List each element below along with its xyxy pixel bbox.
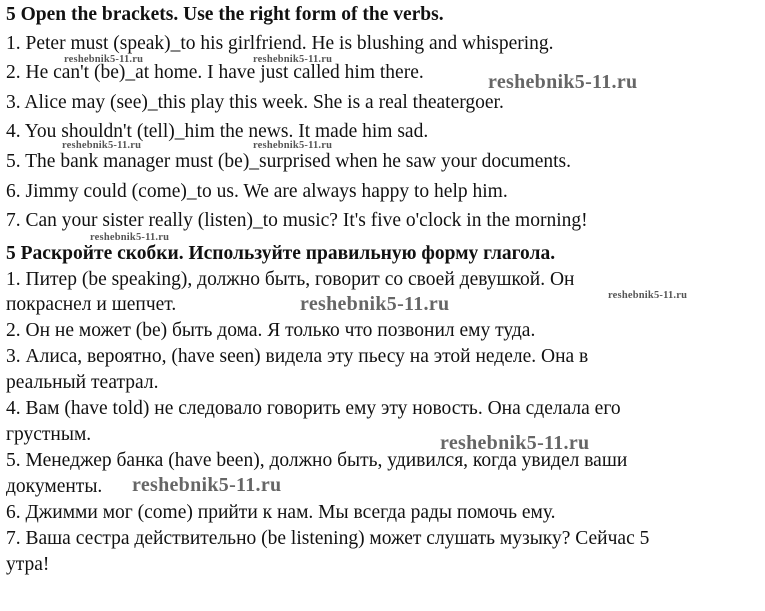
russian-heading: 5 Раскройте скобки. Используйте правильную форму глагола. [6, 243, 556, 264]
watermark-small: reshebnik5-11.ru [608, 290, 688, 301]
russian-line-4: 3. Алиса, вероятно, (have seen) видела эту пьесу на этой неделе. Она в [6, 346, 589, 367]
russian-line-3: 2. Он не может (be) быть дома. Я только что позвонил ему туда. [6, 320, 536, 341]
russian-line-10: 6. Джимми мог (come) прийти к нам. Мы всегда рады помочь ему. [6, 502, 556, 523]
watermark-large: reshebnik5-11.ru [440, 432, 590, 454]
watermark-large: reshebnik5-11.ru [132, 474, 282, 496]
watermark-large: reshebnik5-11.ru [488, 71, 638, 93]
watermark-small: reshebnik5-11.ru [253, 140, 333, 151]
english-item-4: 4. You shouldn't (tell)_him the news. It made him sad. [6, 121, 429, 142]
russian-line-11: 7. Ваша сестра действительно (be listening) может слушать музыку? Сейчас 5 [6, 528, 650, 549]
watermark-small: reshebnik5-11.ru [62, 140, 142, 151]
russian-line-12: утра! [6, 554, 50, 575]
russian-line-5: реальный театрал. [6, 372, 159, 393]
russian-line-9: документы. [6, 476, 103, 497]
english-item-1: 1. Peter must (speak)_to his girlfriend. He is blushing and whispering. [6, 33, 554, 54]
english-item-6: 6. Jimmy could (come)_to us. We are always happy to help him. [6, 181, 508, 202]
english-item-7: 7. Can your sister really (listen)_to music? It's five o'clock in the morning! [6, 210, 588, 231]
russian-line-2: покраснел и шепчет. [6, 294, 177, 315]
watermark-small: reshebnik5-11.ru [64, 54, 144, 65]
russian-line-7: грустным. [6, 424, 92, 445]
english-item-5: 5. The bank manager must (be)_surprised when he saw your documents. [6, 151, 571, 172]
watermark-large: reshebnik5-11.ru [300, 293, 450, 315]
english-item-2: 2. He can't (be)_at home. I have just called him there. [6, 62, 424, 83]
russian-line-6: 4. Вам (have told) не следовало говорить ему эту новость. Она сделала его [6, 398, 621, 419]
english-item-3: 3. Alice may (see)_this play this week. She is a real theatergoer. [6, 92, 504, 113]
watermark-small: reshebnik5-11.ru [90, 232, 170, 243]
russian-line-1: 1. Питер (be speaking), должно быть, говорит со своей девушкой. Он [6, 269, 575, 290]
english-heading: 5 Open the brackets. Use the right form of the verbs. [6, 4, 444, 25]
watermark-small: reshebnik5-11.ru [253, 54, 333, 65]
russian-line-8: 5. Менеджер банка (have been), должно быть, удивился, когда увидел ваши [6, 450, 628, 471]
